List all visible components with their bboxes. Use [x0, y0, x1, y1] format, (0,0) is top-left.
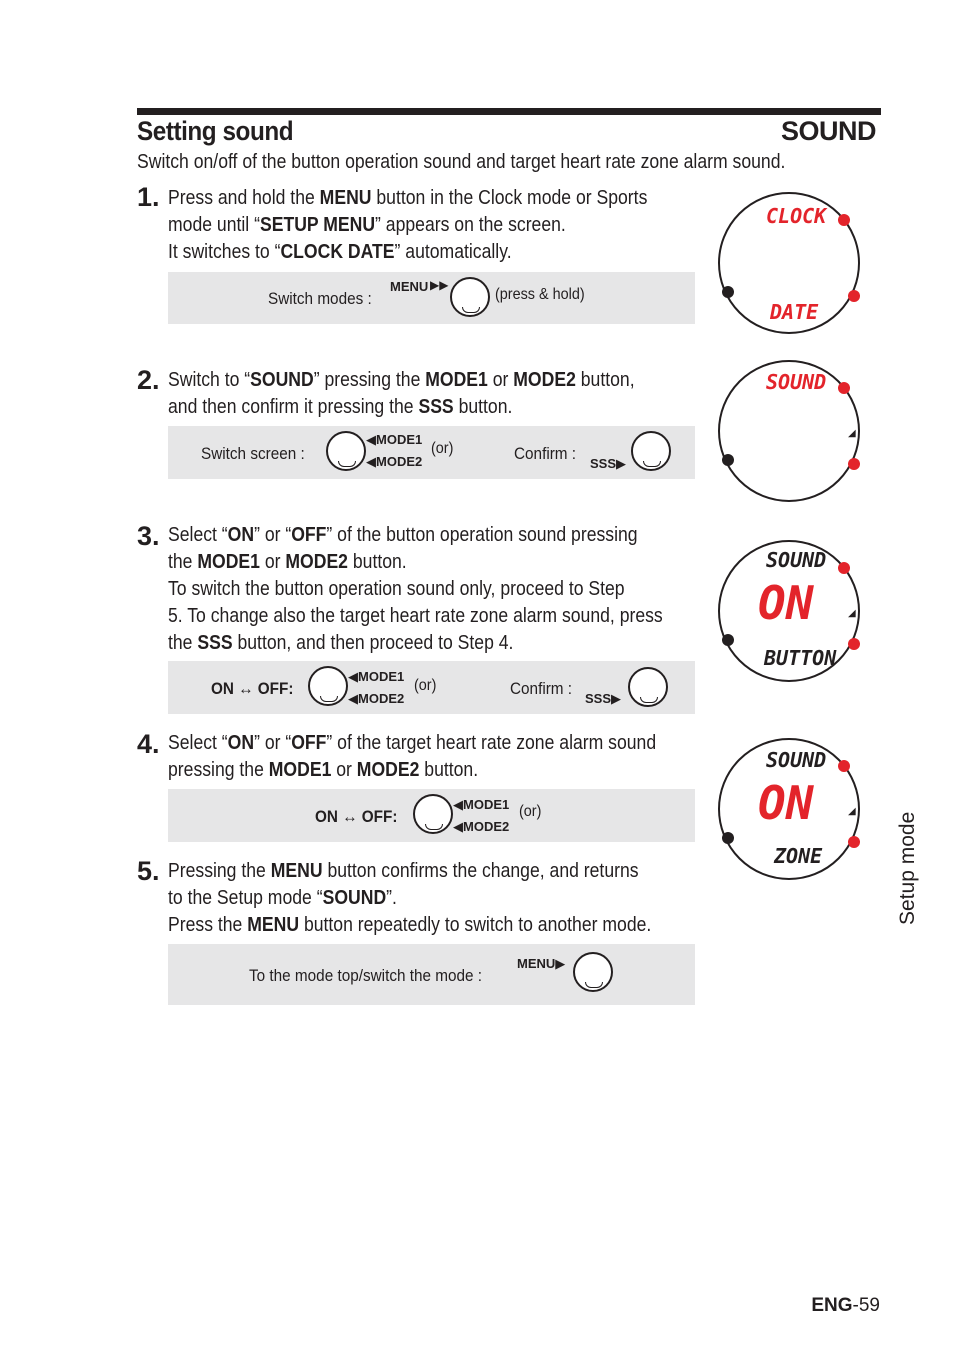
- watch-display-sound-on-zone: [718, 738, 860, 880]
- step-2-text: Switch to “SOUND” pressing the MODE1 or MODE2 button, and then confirm it pressing the SSS button.: [168, 369, 635, 418]
- menu-button-dot: [722, 634, 734, 646]
- mode1-label: ◀MODE1: [366, 432, 423, 447]
- menu-button-label: MENU: [390, 279, 429, 294]
- step-5-text: Pressing the MENU button confirms the change, and returns to the Setup mode “SOUND”. Press the MENU button repeatedly to switch to another mode.: [168, 860, 652, 936]
- mode1-label: ◀MODE1: [348, 669, 405, 684]
- press-hold-note: (press & hold): [495, 286, 585, 303]
- mode2-button-dot: [848, 638, 860, 650]
- step-2-number: 2.: [137, 365, 160, 395]
- lcd-bottom-text: BUTTON: [764, 646, 837, 670]
- lcd-main-value: ON: [758, 576, 814, 630]
- light-button-dot: [838, 214, 850, 226]
- light-button-dot: [838, 760, 850, 772]
- side-tab-setup-mode: Setup mode: [896, 811, 919, 925]
- mode2-label: ◀MODE2: [366, 454, 423, 469]
- step-5-number: 5.: [137, 856, 160, 886]
- lcd-top-text: SOUND: [766, 548, 827, 572]
- lcd-bottom-text: DATE: [770, 300, 819, 324]
- double-arrow-icon: ▶▶: [430, 278, 449, 292]
- mode2-label: ◀MODE2: [348, 691, 405, 706]
- step-1-instruction-box: [168, 272, 695, 324]
- mode-button-icon: [413, 794, 453, 834]
- step-1-number: 1.: [137, 182, 160, 212]
- or-text: (or): [431, 440, 454, 457]
- step-3-text: Select “ON” or “OFF” of the button operation sound pressing the MODE1 or MODE2 button. To switch the button operation sound only, proceed to Step 5. To change also the target heart rate zone alarm sound, press the SSS button, and then proceed to Step 4.: [168, 524, 663, 654]
- watch-display-sound: [718, 360, 860, 502]
- mode-button-icon: [308, 666, 348, 706]
- switch-screen-label: Switch screen :: [201, 444, 305, 463]
- step-3-instruction-box: [168, 661, 695, 714]
- intro-text: Switch on/off of the button operation sound and target heart rate zone alarm sound.: [137, 151, 786, 173]
- step-5-instruction-box: [168, 944, 695, 1005]
- confirm-label: Confirm :: [514, 444, 577, 463]
- menu-button-dot: [722, 286, 734, 298]
- sound-indicator-icon: ◢: [848, 806, 856, 817]
- step-2-instruction-box: [168, 426, 695, 479]
- mode2-button-dot: [848, 290, 860, 302]
- page-number: ENG-59: [811, 1295, 880, 1316]
- sound-indicator-icon: ◢: [848, 428, 856, 439]
- section-title: SOUND: [780, 116, 876, 146]
- lcd-top-text: CLOCK: [766, 204, 827, 228]
- sound-indicator-icon: ◢: [848, 608, 856, 619]
- watch-display-sound-on-button: [718, 540, 860, 682]
- watch-display-clock-date: [718, 192, 860, 334]
- step-1-text: Press and hold the MENU button in the Clock mode or Sports mode until “SETUP MENU” appears on the screen. It switches to “CLOCK DATE” automatically.: [168, 187, 648, 263]
- or-text: (or): [519, 803, 542, 820]
- mode2-button-dot: [848, 836, 860, 848]
- mode2-label: ◀MODE2: [453, 819, 510, 834]
- confirm-label: Confirm :: [510, 679, 573, 698]
- step-3-number: 3.: [137, 521, 160, 551]
- sss-label: SSS▶: [590, 456, 627, 471]
- menu-button-dot: [722, 832, 734, 844]
- lcd-bottom-text: ZONE: [774, 844, 823, 868]
- mode2-button-dot: [848, 458, 860, 470]
- step-4-number: 4.: [137, 729, 160, 759]
- lcd-top-text: SOUND: [766, 370, 827, 394]
- or-text: (or): [414, 677, 437, 694]
- on-off-label: ON ↔ OFF:: [315, 807, 398, 826]
- step-4-instruction-box: [168, 789, 695, 842]
- lcd-main-value: ON: [758, 776, 814, 830]
- mode-button-icon: [326, 431, 366, 471]
- sss-button-icon: [628, 667, 668, 707]
- menu-button-icon: [573, 952, 613, 992]
- mode1-label: ◀MODE1: [453, 797, 510, 812]
- menu-button-icon: [450, 277, 490, 317]
- light-button-dot: [838, 382, 850, 394]
- menu-button-dot: [722, 454, 734, 466]
- mode-top-label: To the mode top/switch the mode :: [249, 966, 483, 985]
- light-button-dot: [838, 562, 850, 574]
- sss-label: SSS▶: [585, 691, 622, 706]
- sss-button-icon: [631, 431, 671, 471]
- switch-modes-label: Switch modes :: [268, 289, 372, 308]
- page-title: Setting sound: [137, 116, 294, 146]
- step-4-text: Select “ON” or “OFF” of the target heart rate zone alarm sound pressing the MODE1 or MODE2 button.: [168, 732, 657, 781]
- header-rule: [137, 108, 881, 115]
- menu-button-label: MENU▶: [517, 956, 566, 971]
- lcd-top-text: SOUND: [766, 748, 827, 772]
- on-off-label: ON ↔ OFF:: [211, 679, 294, 698]
